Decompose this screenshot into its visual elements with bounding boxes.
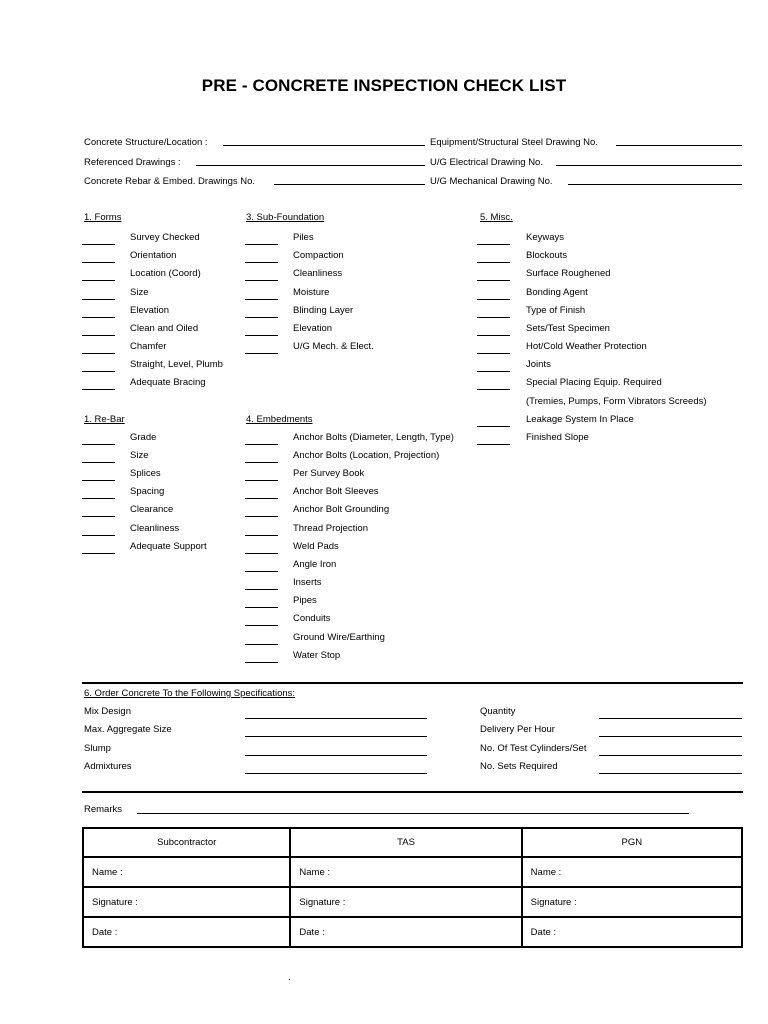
quantity-field[interactable] xyxy=(599,718,742,719)
check-blank[interactable] xyxy=(245,498,278,499)
forms-item: Straight, Level, Plumb xyxy=(130,359,223,370)
sets-required-label: No. Sets Required xyxy=(480,761,558,772)
check-blank[interactable] xyxy=(82,480,115,481)
embedments-item: Thread Projection xyxy=(293,523,368,534)
check-blank[interactable] xyxy=(477,371,510,372)
structure-location-field[interactable] xyxy=(223,145,425,146)
check-blank[interactable] xyxy=(82,535,115,536)
check-blank[interactable] xyxy=(245,244,278,245)
check-blank[interactable] xyxy=(477,280,510,281)
sub-foundation-item: Elevation xyxy=(293,323,333,334)
embedments-item: Anchor Bolt Grounding xyxy=(293,504,390,515)
sub-foundation-item: Piles xyxy=(293,232,314,243)
signature-header-row xyxy=(83,828,742,857)
check-blank[interactable] xyxy=(477,244,510,245)
check-blank[interactable] xyxy=(82,262,115,263)
forms-item: Elevation xyxy=(130,305,170,316)
misc-item: Sets/Test Specimen xyxy=(526,323,610,334)
admixtures-label: Admixtures xyxy=(84,761,132,772)
misc-item: Special Placing Equip. Required xyxy=(526,377,662,388)
check-blank[interactable] xyxy=(82,553,115,554)
remarks-label: Remarks xyxy=(84,804,123,815)
subcontractor-signature-cell[interactable]: Signature : xyxy=(83,887,290,917)
tas-signature-cell[interactable]: Signature : xyxy=(290,887,521,917)
aggregate-size-field[interactable] xyxy=(245,736,427,737)
rebar-item: Size xyxy=(130,450,149,461)
pgn-header: PGN xyxy=(522,828,742,857)
misc-item: Keyways xyxy=(526,232,565,243)
check-blank[interactable] xyxy=(245,299,278,300)
footer-mark: . xyxy=(288,972,291,983)
misc-item: Bonding Agent xyxy=(526,287,588,298)
sub-foundation-heading: 3. Sub-Foundation xyxy=(246,212,325,223)
forms-item: Orientation xyxy=(130,250,177,261)
check-blank[interactable] xyxy=(245,516,278,517)
check-blank[interactable] xyxy=(245,571,278,572)
check-blank[interactable] xyxy=(477,389,510,390)
pgn-signature-cell[interactable]: Signature : xyxy=(522,887,742,917)
equipment-drawing-field[interactable] xyxy=(616,145,742,146)
misc-item: Finished Slope xyxy=(526,432,589,443)
embedments-item: Water Stop xyxy=(293,650,341,661)
misc-item-note: (Tremies, Pumps, Form Vibrators Screeds) xyxy=(526,396,707,407)
check-blank[interactable] xyxy=(245,589,278,590)
check-blank[interactable] xyxy=(82,244,115,245)
check-blank[interactable] xyxy=(477,262,510,263)
check-blank[interactable] xyxy=(245,353,278,354)
rebar-item: Adequate Support xyxy=(130,541,207,552)
section-divider xyxy=(82,682,743,684)
forms-item: Location (Coord) xyxy=(130,268,201,279)
mix-design-label: Mix Design xyxy=(84,706,131,717)
check-blank[interactable] xyxy=(82,462,115,463)
rebar-item: Clearance xyxy=(130,504,174,515)
forms-item: Clean and Oiled xyxy=(130,323,199,334)
ug-mechanical-field[interactable] xyxy=(568,184,742,185)
equipment-drawing-label: Equipment/Structural Steel Drawing No. xyxy=(430,137,598,148)
misc-heading: 5. Misc. xyxy=(480,212,513,223)
embedments-item: Per Survey Book xyxy=(293,468,365,479)
ug-electrical-field[interactable] xyxy=(556,165,742,166)
aggregate-size-label: Max. Aggregate Size xyxy=(84,724,172,735)
name-row xyxy=(83,857,742,887)
sub-foundation-item: Blinding Layer xyxy=(293,305,354,316)
rebar-item: Splices xyxy=(130,468,161,479)
rebar-drawings-label: Concrete Rebar & Embed. Drawings No. xyxy=(84,176,256,187)
misc-item: Joints xyxy=(526,359,551,370)
check-blank[interactable] xyxy=(245,644,278,645)
embedments-item: Inserts xyxy=(293,577,322,588)
misc-item: Leakage System In Place xyxy=(526,414,634,425)
embedments-item: Weld Pads xyxy=(293,541,339,552)
page-title: PRE - CONCRETE INSPECTION CHECK LIST xyxy=(201,76,567,95)
check-blank[interactable] xyxy=(245,262,278,263)
check-blank[interactable] xyxy=(477,353,510,354)
signature-row xyxy=(83,887,742,917)
check-blank[interactable] xyxy=(82,317,115,318)
misc-item: Surface Roughened xyxy=(526,268,611,279)
check-blank[interactable] xyxy=(477,299,510,300)
misc-item: Hot/Cold Weather Protection xyxy=(526,341,647,352)
subcontractor-name-cell[interactable]: Name : xyxy=(83,857,290,887)
referenced-drawings-label: Referenced Drawings : xyxy=(84,157,181,168)
structure-location-label: Concrete Structure/Location : xyxy=(84,137,208,148)
check-blank[interactable] xyxy=(245,462,278,463)
sub-foundation-item: Compaction xyxy=(293,250,344,261)
pgn-date-cell[interactable]: Date : xyxy=(522,917,742,947)
check-blank[interactable] xyxy=(82,516,115,517)
tas-header: TAS xyxy=(290,828,521,857)
test-cylinders-field[interactable] xyxy=(599,755,742,756)
rebar-heading: 1. Re-Bar xyxy=(84,414,125,425)
rebar-item: Spacing xyxy=(130,486,165,497)
sub-foundation-item: Moisture xyxy=(293,287,330,298)
check-blank[interactable] xyxy=(477,444,510,445)
subcontractor-date-cell[interactable]: Date : xyxy=(83,917,290,947)
rebar-item: Grade xyxy=(130,432,157,443)
check-blank[interactable] xyxy=(82,299,115,300)
forms-heading: 1. Forms xyxy=(84,212,122,223)
check-blank[interactable] xyxy=(245,662,278,663)
check-blank[interactable] xyxy=(245,553,278,554)
misc-item: Blockouts xyxy=(526,250,568,261)
check-blank[interactable] xyxy=(82,444,115,445)
embedments-item: Ground Wire/Earthing xyxy=(293,632,385,643)
embedments-item: Anchor Bolts (Location, Projection) xyxy=(293,450,440,461)
delivery-per-hour-field[interactable] xyxy=(599,736,742,737)
ug-mechanical-label: U/G Mechanical Drawing No. xyxy=(430,176,553,187)
misc-item: Type of Finish xyxy=(526,305,586,316)
forms-item: Adequate Bracing xyxy=(130,377,206,388)
check-blank[interactable] xyxy=(245,335,278,336)
check-blank[interactable] xyxy=(82,335,115,336)
slump-label: Slump xyxy=(84,743,111,754)
sets-required-field[interactable] xyxy=(599,773,742,774)
check-blank[interactable] xyxy=(82,280,115,281)
check-blank[interactable] xyxy=(82,389,115,390)
check-blank[interactable] xyxy=(245,317,278,318)
check-blank[interactable] xyxy=(82,498,115,499)
check-blank[interactable] xyxy=(245,480,278,481)
check-blank[interactable] xyxy=(477,426,510,427)
signature-table xyxy=(82,827,743,948)
test-cylinders-label: No. Of Test Cylinders/Set xyxy=(480,743,587,754)
embedments-item: Anchor Bolts (Diameter, Length, Type) xyxy=(293,432,454,443)
order-heading: 6. Order Concrete To the Following Specifications: xyxy=(84,688,296,699)
delivery-per-hour-label: Delivery Per Hour xyxy=(480,724,555,735)
subcontractor-header: Subcontractor xyxy=(83,828,290,857)
tas-date-cell[interactable]: Date : xyxy=(290,917,521,947)
ug-electrical-label: U/G Electrical Drawing No. xyxy=(430,157,543,168)
referenced-drawings-field[interactable] xyxy=(196,165,425,166)
embedments-item: Anchor Bolt Sleeves xyxy=(293,486,379,497)
forms-item: Size xyxy=(130,287,149,298)
forms-item: Survey Checked xyxy=(130,232,200,243)
quantity-label: Quantity xyxy=(480,706,516,717)
embedments-heading: 4. Embedments xyxy=(246,414,313,425)
check-blank[interactable] xyxy=(245,607,278,608)
admixtures-field[interactable] xyxy=(245,773,427,774)
check-blank[interactable] xyxy=(245,625,278,626)
check-blank[interactable] xyxy=(245,280,278,281)
check-blank[interactable] xyxy=(82,353,115,354)
sub-foundation-item: Cleanliness xyxy=(293,268,343,279)
check-blank[interactable] xyxy=(245,444,278,445)
check-blank[interactable] xyxy=(477,335,510,336)
tas-name-cell[interactable]: Name : xyxy=(290,857,521,887)
date-row xyxy=(83,917,742,947)
remarks-field[interactable] xyxy=(137,813,689,814)
check-blank[interactable] xyxy=(245,535,278,536)
sub-foundation-item: U/G Mech. & Elect. xyxy=(293,341,374,352)
slump-field[interactable] xyxy=(245,755,427,756)
embedments-item: Conduits xyxy=(293,613,331,624)
rebar-drawings-field[interactable] xyxy=(274,184,425,185)
embedments-item: Angle Iron xyxy=(293,559,337,570)
check-blank[interactable] xyxy=(82,371,115,372)
check-blank[interactable] xyxy=(477,317,510,318)
forms-item: Chamfer xyxy=(130,341,167,352)
embedments-item: Pipes xyxy=(293,595,317,606)
mix-design-field[interactable] xyxy=(245,718,427,719)
pgn-name-cell[interactable]: Name : xyxy=(522,857,742,887)
rebar-item: Cleanliness xyxy=(130,523,180,534)
section-divider xyxy=(82,791,743,793)
